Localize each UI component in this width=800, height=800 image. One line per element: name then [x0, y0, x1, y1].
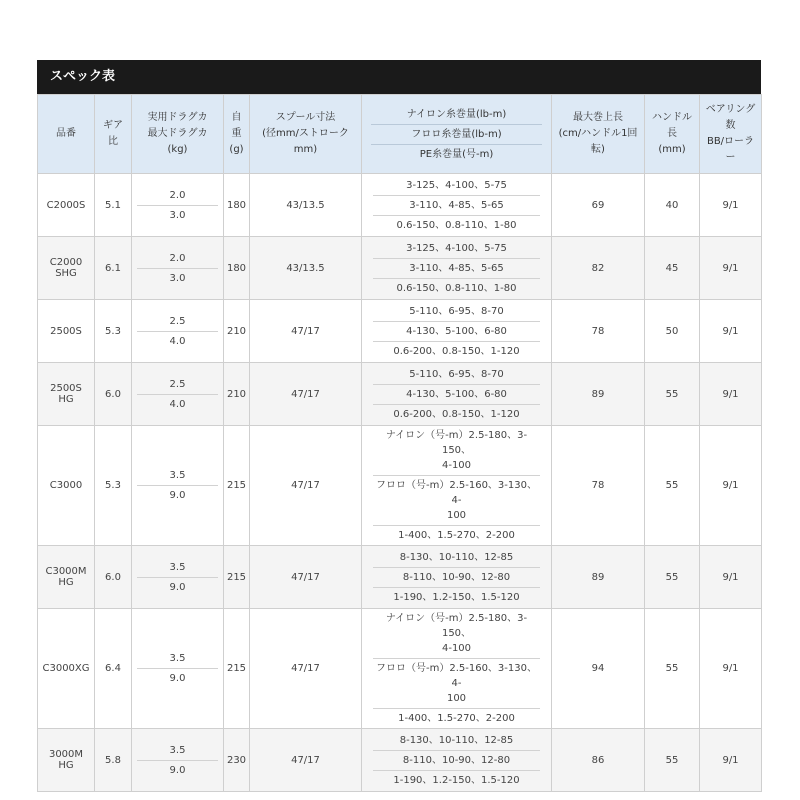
header-fluoro-capacity: フロロ糸巻量(lb-m) — [371, 124, 541, 144]
cell-handle: 55 — [645, 426, 700, 546]
cell-retrieve: 86 — [552, 729, 645, 792]
cell-gear-ratio: 5.3 — [95, 300, 132, 363]
cell-drag-practical: 2.0 — [169, 189, 186, 201]
header-model: 品番 — [38, 95, 95, 174]
cell-pe: 1-190、1.2-150、1.5-120 — [373, 770, 539, 790]
cell-fluoro: 4-130、5-100、6-80 — [373, 321, 539, 341]
cell-drag — [132, 426, 224, 546]
header-weight: 自 重 (g) — [224, 95, 250, 174]
table-row — [38, 363, 762, 426]
cell-gear-ratio: 6.4 — [95, 609, 132, 729]
cell-fluoro: 4-130、5-100、6-80 — [373, 384, 539, 404]
cell-model: 3000M HG — [38, 729, 95, 792]
cell-line-capacity — [362, 237, 552, 300]
table-row — [38, 237, 762, 300]
cell-pe: 1-190、1.2-150、1.5-120 — [373, 587, 539, 607]
cell-pe: 1-400、1.5-270、2-200 — [373, 708, 539, 728]
cell-spool: 47/17 — [250, 546, 362, 609]
cell-model: C3000 — [38, 426, 95, 546]
cell-line-capacity — [362, 426, 552, 546]
cell-drag — [132, 300, 224, 363]
cell-drag — [132, 237, 224, 300]
cell-handle: 40 — [645, 174, 700, 237]
cell-drag-practical: 2.5 — [169, 378, 186, 390]
cell-drag-max: 9.0 — [137, 577, 217, 597]
cell-fluoro: フロロ（号-m）2.5-160、3-130、4- 100 — [373, 475, 539, 525]
cell-spool: 47/17 — [250, 363, 362, 426]
cell-drag-practical: 2.0 — [169, 252, 186, 264]
cell-drag — [132, 546, 224, 609]
cell-handle: 55 — [645, 546, 700, 609]
cell-retrieve: 82 — [552, 237, 645, 300]
header-nylon-capacity: ナイロン糸巻量(lb-m) — [406, 108, 507, 120]
table-row — [38, 546, 762, 609]
cell-nylon: 5-110、6-95、8-70 — [409, 305, 504, 317]
cell-weight: 215 — [224, 426, 250, 546]
cell-drag-max: 9.0 — [137, 485, 217, 505]
cell-spool: 47/17 — [250, 300, 362, 363]
cell-bearing: 9/1 — [700, 237, 762, 300]
cell-gear-ratio: 5.3 — [95, 426, 132, 546]
cell-weight: 230 — [224, 729, 250, 792]
cell-bearing: 9/1 — [700, 546, 762, 609]
cell-line-capacity — [362, 546, 552, 609]
header-gear-ratio: ギア 比 — [95, 95, 132, 174]
cell-weight: 215 — [224, 609, 250, 729]
header-handle: ハンドル 長 (mm) — [645, 95, 700, 174]
cell-drag-max: 9.0 — [137, 668, 217, 688]
cell-model: C2000 SHG — [38, 237, 95, 300]
table-row — [38, 729, 762, 792]
cell-model: C3000XG — [38, 609, 95, 729]
cell-nylon: 8-130、10-110、12-85 — [399, 551, 514, 563]
cell-gear-ratio: 5.8 — [95, 729, 132, 792]
cell-weight: 210 — [224, 363, 250, 426]
cell-fluoro: フロロ（号-m）2.5-160、3-130、4- 100 — [373, 658, 539, 708]
cell-spool: 43/13.5 — [250, 174, 362, 237]
cell-bearing: 9/1 — [700, 363, 762, 426]
header-pe-capacity: PE糸巻量(号-m) — [371, 144, 541, 164]
spec-table — [37, 94, 762, 792]
cell-line-capacity — [362, 363, 552, 426]
cell-pe: 0.6-200、0.8-150、1-120 — [373, 404, 539, 424]
cell-handle: 45 — [645, 237, 700, 300]
cell-line-capacity — [362, 729, 552, 792]
cell-spool: 47/17 — [250, 609, 362, 729]
cell-drag — [132, 174, 224, 237]
cell-retrieve: 78 — [552, 426, 645, 546]
table-row — [38, 609, 762, 729]
table-row — [38, 174, 762, 237]
cell-nylon: 3-125、4-100、5-75 — [406, 179, 507, 191]
cell-drag-practical: 3.5 — [169, 653, 186, 664]
cell-bearing: 9/1 — [700, 729, 762, 792]
cell-retrieve: 69 — [552, 174, 645, 237]
cell-drag — [132, 609, 224, 729]
cell-handle: 55 — [645, 729, 700, 792]
table-row — [38, 300, 762, 363]
header-drag: 実用ドラグカ 最大ドラグカ (kg) — [132, 95, 224, 174]
cell-drag — [132, 729, 224, 792]
cell-drag-practical: 3.5 — [169, 744, 186, 756]
cell-drag-practical: 3.5 — [169, 561, 186, 573]
cell-weight: 180 — [224, 174, 250, 237]
cell-spool: 47/17 — [250, 729, 362, 792]
cell-model: C2000S — [38, 174, 95, 237]
cell-fluoro: 8-110、10-90、12-80 — [373, 567, 539, 587]
cell-retrieve: 89 — [552, 363, 645, 426]
cell-retrieve: 78 — [552, 300, 645, 363]
cell-nylon: ナイロン（号-m）2.5-180、3-150、 4-100 — [385, 430, 528, 471]
cell-bearing: 9/1 — [700, 609, 762, 729]
cell-fluoro: 8-110、10-90、12-80 — [373, 750, 539, 770]
cell-line-capacity — [362, 300, 552, 363]
cell-spool: 47/17 — [250, 426, 362, 546]
cell-fluoro: 3-110、4-85、5-65 — [373, 258, 539, 278]
cell-spool: 43/13.5 — [250, 237, 362, 300]
header-bearing: ベアリング 数 BB/ローラ ー — [700, 95, 762, 174]
cell-gear-ratio: 5.1 — [95, 174, 132, 237]
cell-line-capacity — [362, 609, 552, 729]
cell-nylon: ナイロン（号-m）2.5-180、3-150、 4-100 — [385, 613, 528, 654]
table-header-row — [38, 95, 762, 174]
cell-bearing: 9/1 — [700, 426, 762, 546]
header-spool: スプール寸法 (径mm/ストローク mm) — [250, 95, 362, 174]
cell-gear-ratio: 6.0 — [95, 546, 132, 609]
spec-table-title: スペック表 — [37, 60, 761, 94]
cell-gear-ratio: 6.0 — [95, 363, 132, 426]
cell-drag-max: 3.0 — [137, 205, 217, 225]
header-retrieve: 最大巻上長 (cm/ハンドル1回 転) — [552, 95, 645, 174]
cell-pe: 0.6-150、0.8-110、1-80 — [373, 278, 539, 298]
cell-drag-practical: 2.5 — [169, 315, 186, 327]
cell-pe: 0.6-150、0.8-110、1-80 — [373, 215, 539, 235]
cell-handle: 55 — [645, 609, 700, 729]
cell-weight: 215 — [224, 546, 250, 609]
cell-drag-max: 4.0 — [137, 331, 217, 351]
table-row — [38, 426, 762, 546]
cell-nylon: 3-125、4-100、5-75 — [406, 242, 507, 254]
cell-handle: 55 — [645, 363, 700, 426]
header-line-capacity — [362, 95, 552, 174]
cell-drag-practical: 3.5 — [169, 470, 186, 481]
cell-retrieve: 89 — [552, 546, 645, 609]
cell-handle: 50 — [645, 300, 700, 363]
cell-bearing: 9/1 — [700, 174, 762, 237]
cell-retrieve: 94 — [552, 609, 645, 729]
cell-bearing: 9/1 — [700, 300, 762, 363]
cell-nylon: 8-130、10-110、12-85 — [399, 734, 514, 746]
cell-drag-max: 9.0 — [137, 760, 217, 780]
cell-gear-ratio: 6.1 — [95, 237, 132, 300]
cell-nylon: 5-110、6-95、8-70 — [409, 368, 504, 380]
cell-pe: 0.6-200、0.8-150、1-120 — [373, 341, 539, 361]
cell-drag — [132, 363, 224, 426]
cell-drag-max: 4.0 — [137, 394, 217, 414]
spec-table-container — [37, 60, 761, 792]
cell-model: 2500S — [38, 300, 95, 363]
cell-line-capacity — [362, 174, 552, 237]
cell-fluoro: 3-110、4-85、5-65 — [373, 195, 539, 215]
cell-model: C3000M HG — [38, 546, 95, 609]
cell-weight: 180 — [224, 237, 250, 300]
cell-drag-max: 3.0 — [137, 268, 217, 288]
cell-weight: 210 — [224, 300, 250, 363]
cell-model: 2500S HG — [38, 363, 95, 426]
cell-pe: 1-400、1.5-270、2-200 — [373, 525, 539, 545]
